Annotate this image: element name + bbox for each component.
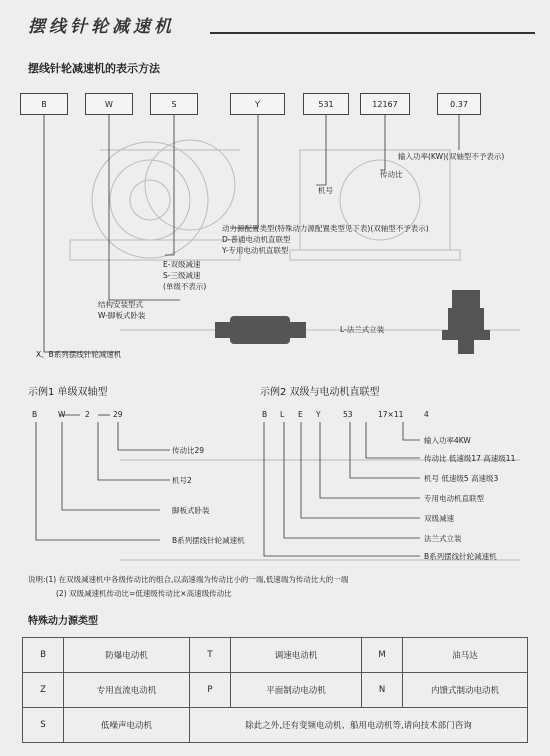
section-subtitle: 摆线针轮减速机的表示方法 <box>28 62 160 75</box>
table-cell: T <box>190 638 231 673</box>
code-box-machine: 531 <box>303 93 349 115</box>
table-cell: 调速电动机 <box>231 638 362 673</box>
label-stage-e: E-双级减速 <box>163 260 201 269</box>
label-install-w: W-脚板式卧装 <box>98 311 146 320</box>
ex2-code-l: L <box>280 410 285 419</box>
label-power-type-d: D-普通电动机直联型 <box>222 235 291 244</box>
table-row <box>23 708 528 743</box>
table-cell: M <box>362 638 403 673</box>
table-cell: B <box>23 638 64 673</box>
special-title: 特殊动力源类型 <box>28 616 98 627</box>
page-title: 摆线针轮减速机 <box>28 17 175 37</box>
ex1-item-install: 脚板式卧装 <box>172 506 210 515</box>
label-ratio: 传动比 <box>380 170 403 179</box>
ex2-code-4: 4 <box>424 410 429 419</box>
note-1: 说明:(1) 在双级减速机中各级传动比的组合,以高速端为传动比小的一端,低速端为传动比大的一端 <box>28 575 349 584</box>
label-flange: L-法兰式立装 <box>340 325 385 334</box>
table-cell: 油马达 <box>403 638 528 673</box>
label-power-type: 动力源配置类型(特殊动力源配置类型见下表)(双轴型不予表示) <box>222 224 429 233</box>
ex2-item-motor: 专用电动机直联型 <box>424 494 484 503</box>
ex1-code-29: 29 <box>113 410 123 419</box>
label-power: 输入功率(KW)(双轴型不予表示) <box>398 152 505 161</box>
ex2-code-y: Y <box>316 410 321 419</box>
ex1-code-w: W <box>58 410 66 419</box>
table-cell: 防爆电动机 <box>64 638 190 673</box>
label-stage-single: (单级不表示) <box>163 282 207 291</box>
example2-title: 示例2 双级与电动机直联型 <box>260 387 380 398</box>
ex2-item-power: 输入功率4KW <box>424 436 471 445</box>
note-2: (2) 双级减速机传动比=低速级传动比×高速级传动比 <box>56 589 232 598</box>
code-box-series: B <box>20 93 68 115</box>
table-cell: 内馈式制动电动机 <box>403 673 528 708</box>
label-stage-s: S-三级减速 <box>163 271 201 280</box>
label-power-type-y: Y-专用电动机直联型 <box>222 246 289 255</box>
table-row <box>23 673 528 708</box>
ex2-item-ratio: 传动比 低速级17 高速级11 <box>424 454 516 463</box>
code-box-power-type: Y <box>230 93 285 115</box>
code-box-power: 0.37 <box>437 93 481 115</box>
ex2-code-53: 53 <box>343 410 353 419</box>
label-install: 结构安装型式 <box>98 300 143 309</box>
special-power-table <box>22 637 528 743</box>
ex1-item-machine: 机号2 <box>172 476 192 485</box>
table-cell: S <box>23 708 64 743</box>
code-box-stage: S <box>150 93 198 115</box>
table-cell: Z <box>23 673 64 708</box>
table-cell: N <box>362 673 403 708</box>
ex2-code-e: E <box>298 410 303 419</box>
table-cell: 低噪声电动机 <box>64 708 190 743</box>
ex2-item-series: B系列摆线针轮减速机 <box>424 552 497 561</box>
ex2-item-flange: 法兰式立装 <box>424 534 462 543</box>
label-machine-no: 机号 <box>318 186 333 195</box>
code-box-ratio: 12167 <box>360 93 410 115</box>
code-box-install: W <box>85 93 133 115</box>
ex1-code-b: B <box>32 410 38 419</box>
ex2-item-stage: 双级减速 <box>424 514 454 523</box>
label-series: X、B系列摆线针轮减速机 <box>36 350 122 359</box>
table-cell: P <box>190 673 231 708</box>
ex2-code-b: B <box>262 410 268 419</box>
table-cell: 平面制动电动机 <box>231 673 362 708</box>
ex2-item-machine: 机号 低速级5 高速级3 <box>424 474 499 483</box>
ex2-code-ratio: 17×11 <box>378 410 404 419</box>
table-cell: 除此之外,还有变频电动机、船用电动机等,请向技术部门咨询 <box>190 708 528 743</box>
table-row <box>23 638 528 673</box>
ex1-code-2: 2 <box>85 410 90 419</box>
ex1-item-series: B系列摆线针轮减速机 <box>172 536 245 545</box>
example1-title: 示例1 单级双轴型 <box>28 387 108 398</box>
table-cell: 专用直流电动机 <box>64 673 190 708</box>
ex1-item-ratio: 传动比29 <box>172 446 205 455</box>
